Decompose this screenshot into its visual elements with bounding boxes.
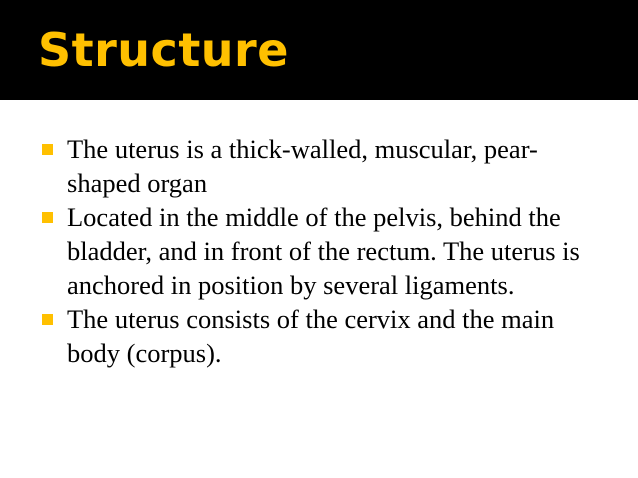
bullet-item	[40, 200, 600, 302]
square-bullet-icon	[42, 212, 53, 223]
square-bullet-icon	[42, 314, 53, 325]
bullet-text: The uterus is a thick-walled, muscular, pear-shaped organ	[67, 134, 538, 198]
bullet-item	[40, 302, 600, 370]
square-bullet-icon	[42, 144, 53, 155]
title-bar	[0, 0, 638, 100]
bullet-list	[40, 132, 600, 370]
bullet-text: Located in the middle of the pelvis, behind the bladder, and in front of the rectum. The uterus is anchored in position by several ligaments.	[67, 202, 580, 300]
slide-title: Structure	[38, 23, 289, 77]
bullet-text: The uterus consists of the cervix and the main body (corpus).	[67, 304, 555, 368]
bullet-item	[40, 132, 600, 200]
